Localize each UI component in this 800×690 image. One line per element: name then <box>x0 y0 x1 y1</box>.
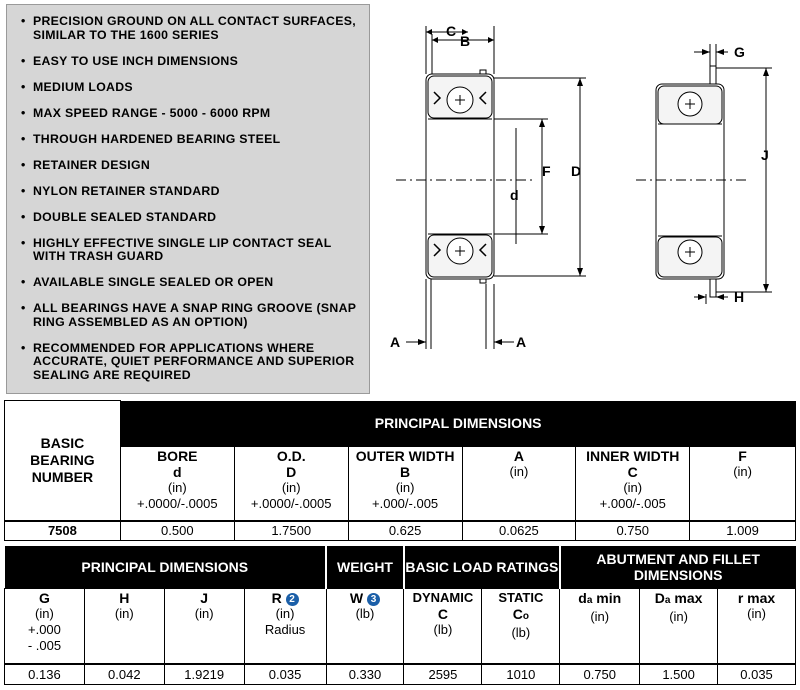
value-inner-width: 0.750 <box>576 521 690 541</box>
value-outer-width: 0.625 <box>348 521 462 541</box>
feature-item: • RECOMMENDED FOR APPLICATIONS WHERE ACCURATE, QUIET PERFORMANCE AND SUPERIOR SEALING ARE REQUIRED <box>21 340 355 382</box>
feature-item: • PRECISION GROUND ON ALL CONTACT SURFACES, SIMILAR TO THE 1600 SERIES <box>21 14 356 42</box>
label-g: G <box>734 44 745 60</box>
feature-item: • MAX SPEED RANGE - 5000 - 6000 RPM <box>21 105 271 120</box>
feature-item: • AVAILABLE SINGLE SEALED OR OPEN <box>21 275 274 289</box>
value-g: 0.136 <box>5 664 85 684</box>
bullet-icon: • <box>21 157 26 172</box>
col-w: W 3 (lb) <box>326 588 404 664</box>
bullet-icon: • <box>21 235 26 250</box>
bullet-icon: • <box>21 53 26 68</box>
value-bore: 0.500 <box>120 521 234 541</box>
col-da-min: da min (in) <box>560 588 640 664</box>
feature-item: • NYLON RETAINER STANDARD <box>21 183 220 198</box>
col-outer-width: OUTER WIDTH B (in) +.000/-.005 <box>348 447 462 521</box>
feature-item: • RETAINER DESIGN <box>21 157 151 172</box>
label-c: C <box>446 23 457 39</box>
col-dynamic: DYNAMIC C (lb) <box>404 588 482 664</box>
col-h: H (in) <box>84 588 164 664</box>
weights-loads-table <box>4 546 796 685</box>
weight-header: WEIGHT <box>326 546 404 588</box>
value-j: 1.9219 <box>164 664 244 684</box>
feature-item: • DOUBLE SEALED STANDARD <box>21 209 217 224</box>
col-od: O.D. D (in) +.0000/-.0005 <box>234 447 348 521</box>
feature-item: • EASY TO USE INCH DIMENSIONS <box>21 53 239 68</box>
label-b: B <box>460 33 471 49</box>
col-j: J (in) <box>164 588 244 664</box>
value-da-max: 1.500 <box>640 664 718 684</box>
value-od: 1.7500 <box>234 521 348 541</box>
value-w: 0.330 <box>326 664 404 684</box>
col-r: R 2 (in) Radius <box>244 588 326 664</box>
value-da-min: 0.750 <box>560 664 640 684</box>
bullet-icon: • <box>21 209 26 224</box>
bullet-icon: • <box>21 301 26 315</box>
bearing-diagram <box>376 4 796 394</box>
bullet-icon: • <box>21 131 26 146</box>
value-a: 0.0625 <box>462 521 576 541</box>
basic-bearing-number-header: BASIC BEARING NUMBER <box>5 401 121 521</box>
principal-dimensions-table <box>4 400 796 541</box>
feature-item: • THROUGH HARDENED BEARING STEEL <box>21 131 281 146</box>
abutment-fillet-header: ABUTMENT AND FILLET DIMENSIONS <box>560 546 796 588</box>
bullet-icon: • <box>21 79 26 94</box>
bullet-icon: • <box>21 183 26 198</box>
table-row <box>5 521 796 541</box>
col-r-max: r max (in) <box>718 588 796 664</box>
col-inner-width: INNER WIDTH C (in) +.000/-.005 <box>576 447 690 521</box>
label-a-left: A <box>390 334 401 350</box>
value-f: 1.009 <box>690 521 796 541</box>
label-j: J <box>761 147 769 163</box>
value-dynamic: 2595 <box>404 664 482 684</box>
bullet-icon: • <box>21 340 26 355</box>
label-d-lower: d <box>510 187 519 203</box>
basic-load-ratings-header: BASIC LOAD RATINGS <box>404 546 560 588</box>
table-row <box>5 664 796 684</box>
col-f: F (in) <box>690 447 796 521</box>
label-f: F <box>542 163 551 179</box>
feature-item: • ALL BEARINGS HAVE A SNAP RING GROOVE (SNAP RING ASSEMBLED AS AN OPTION) <box>21 301 357 329</box>
value-static: 1010 <box>482 664 560 684</box>
value-r: 0.035 <box>244 664 326 684</box>
feature-item: • HIGHLY EFFECTIVE SINGLE LIP CONTACT SEAL WITH TRASH GUARD <box>21 235 332 263</box>
col-static: STATIC Co (lb) <box>482 588 560 664</box>
note-2-icon: 2 <box>286 593 299 606</box>
col-g: G (in) +.000 - .005 <box>5 588 85 664</box>
value-r-max: 0.035 <box>718 664 796 684</box>
bearing-number: 7508 <box>5 521 121 541</box>
col-bore: BORE d (in) +.0000/-.0005 <box>120 447 234 521</box>
col-da-max: Da max (in) <box>640 588 718 664</box>
label-a-right: A <box>516 334 527 350</box>
features-panel <box>6 4 370 394</box>
bullet-icon: • <box>21 105 26 120</box>
principal-dimensions-header-2: PRINCIPAL DIMENSIONS <box>5 546 327 588</box>
label-h: H <box>734 289 745 305</box>
feature-item: • MEDIUM LOADS <box>21 79 133 94</box>
principal-dimensions-header: PRINCIPAL DIMENSIONS <box>120 401 795 447</box>
note-3-icon: 3 <box>367 593 380 606</box>
bullet-icon: • <box>21 275 26 289</box>
label-d-upper: D <box>571 163 582 179</box>
value-h: 0.042 <box>84 664 164 684</box>
col-a: A (in) <box>462 447 576 521</box>
bullet-icon: • <box>21 14 26 28</box>
